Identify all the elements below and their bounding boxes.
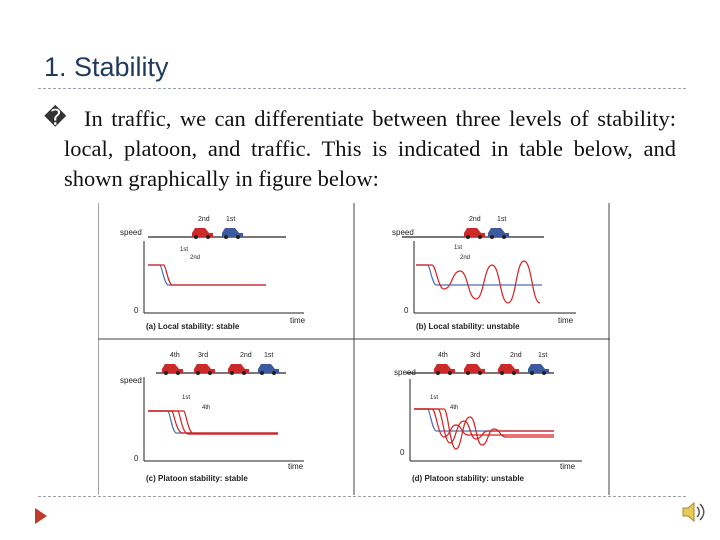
triangle-right-icon — [34, 507, 48, 525]
panel-caption: (d) Platoon stability: unstable — [412, 474, 525, 483]
curve-label-4th: 4th — [202, 405, 211, 411]
vehicle-label-2nd: 2nd — [510, 352, 522, 359]
zero-label: 0 — [134, 454, 139, 463]
panel-caption: (c) Platoon stability: stable — [146, 474, 248, 483]
zero-label: 0 — [400, 448, 405, 457]
nav-next-button[interactable] — [34, 507, 48, 530]
bullet-text — [64, 104, 676, 194]
x-axis-label: time — [560, 462, 576, 471]
x-axis-label: time — [290, 316, 306, 325]
vehicle-label-2nd: 2nd — [469, 216, 481, 223]
speaker-icon — [680, 499, 706, 525]
stability-figure — [98, 203, 610, 495]
zero-label: 0 — [404, 306, 409, 315]
vehicle-label-4th: 4th — [438, 352, 448, 359]
vehicle-label-1st: 1st — [264, 352, 274, 359]
y-axis-label: speed — [392, 228, 414, 237]
vehicle-label-3rd: 3rd — [198, 352, 209, 359]
curve-label-4th: 4th — [450, 405, 459, 411]
y-axis-label: speed — [120, 228, 142, 237]
vehicle-label-4th: 4th — [170, 352, 180, 359]
curve-label-1st: 1st — [182, 395, 191, 401]
panel-caption: (b) Local stability: unstable — [416, 322, 520, 331]
vehicle-label-1st: 1st — [497, 216, 507, 223]
footer-rule — [38, 496, 686, 497]
curve-label-1st: 1st — [430, 395, 439, 401]
curve-label-1st: 1st — [454, 245, 463, 251]
bullet-body: traffic, we can differentiate between three levels of stability: local, platoon, and traffic. This is indicated in table below, and shown graphically in figure below: — [64, 106, 676, 191]
audio-button[interactable] — [680, 499, 706, 530]
x-axis-label: time — [558, 316, 574, 325]
title-rule — [38, 88, 686, 89]
panel-caption: (a) Local stability: stable — [146, 322, 240, 331]
vehicle-label-1st: 1st — [538, 352, 548, 359]
vehicle-label-2nd: 2nd — [240, 352, 252, 359]
y-axis-label: speed — [120, 376, 142, 385]
bullet-icon: � — [44, 106, 67, 131]
vehicle-label-1st: 1st — [226, 216, 236, 223]
vehicle-label-3rd: 3rd — [470, 352, 481, 359]
slide-title: 1. Stability — [44, 52, 169, 82]
vehicle-label-2nd: 2nd — [198, 216, 210, 223]
x-axis-label: time — [288, 462, 304, 471]
zero-label: 0 — [134, 306, 139, 315]
curve-label-2nd: 2nd — [460, 255, 471, 261]
y-axis-label: speed — [394, 368, 416, 377]
curve-label-1st: 1st — [180, 247, 189, 253]
curve-label-2nd: 2nd — [190, 255, 201, 261]
bullet-lead-word: In — [84, 106, 103, 131]
